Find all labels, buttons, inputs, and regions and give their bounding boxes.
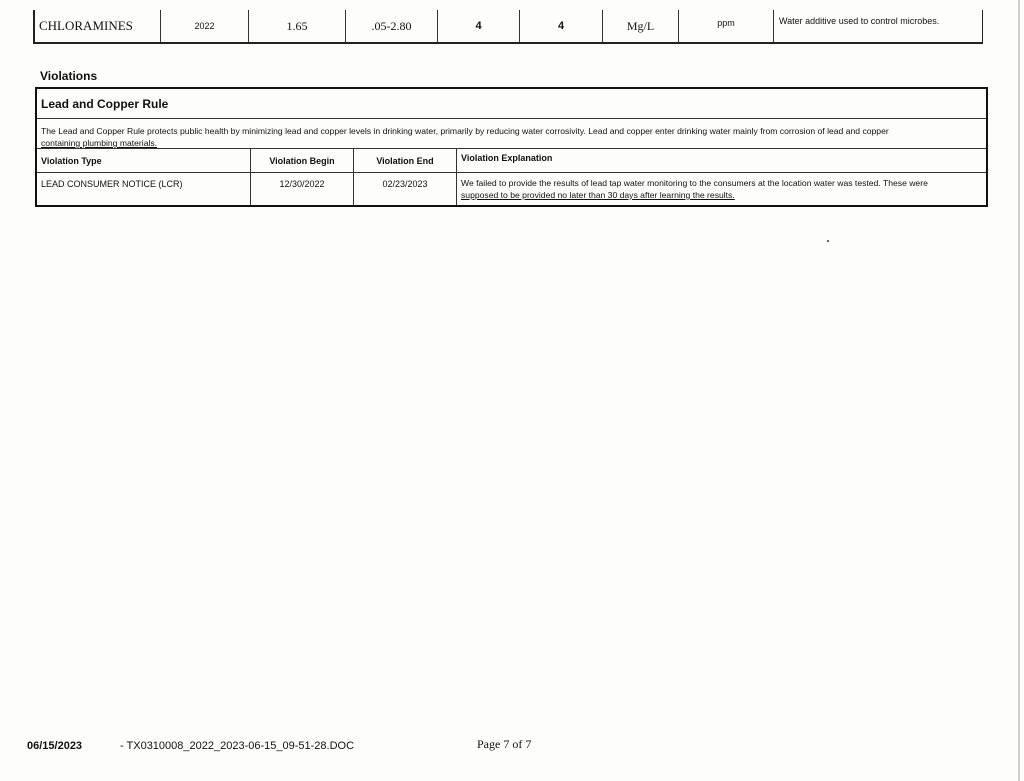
table-header-row — [37, 149, 986, 173]
table-row — [37, 173, 986, 205]
header-violation-begin: Violation Begin — [251, 149, 354, 172]
footer-filename: - TX0310008_2022_2023-06-15_09-51-28.DOC — [120, 740, 355, 752]
rule-description — [37, 119, 986, 149]
footer-page-number: Page 7 of 7 — [477, 737, 532, 751]
mrdlg-value: 4 — [520, 10, 603, 42]
explanation-line2: supposed to be provided no later than 30 days after learning the results. — [461, 190, 735, 200]
violation-type-cell: LEAD CONSUMER NOTICE (LCR) — [37, 173, 251, 205]
scan-speck — [827, 240, 829, 242]
mrdl-value: 4 — [438, 10, 520, 42]
chemical-row — [33, 10, 983, 44]
scan-edge — [1018, 0, 1020, 781]
rule-description-line1: The Lead and Copper Rule protects public health by minimizing lead and copper levels in drinking water, primarily by reducing water corrosivity. Lead and copper enter drinking water mainly from corrosion of lead and copper — [41, 126, 889, 136]
header-violation-end: Violation End — [354, 149, 457, 172]
explanation-line1: We failed to provide the results of lead tap water monitoring to the consumers at the location water was tested. These were — [461, 178, 928, 188]
units: Mg/L — [603, 10, 679, 42]
rule-description-line2: containing plumbing materials. — [41, 138, 158, 148]
sample-year: 2022 — [161, 10, 249, 42]
chemical-name: CHLORAMINES — [35, 10, 161, 42]
violations-heading: Violations — [40, 69, 98, 83]
footer-date: 06/15/2023 — [27, 740, 83, 752]
violation-explanation-cell — [457, 173, 986, 205]
header-violation-type: Violation Type — [37, 149, 251, 172]
violations-table — [35, 87, 988, 207]
level-range: .05-2.80 — [346, 10, 438, 42]
average-level: 1.65 — [249, 10, 346, 42]
header-violation-explanation: Violation Explanation — [461, 153, 553, 163]
source-description: Water additive used to control microbes. — [779, 16, 940, 26]
units-alt: ppm — [679, 10, 774, 42]
rule-title: Lead and Copper Rule — [37, 89, 986, 119]
violation-end-cell: 02/23/2023 — [354, 173, 457, 205]
violation-begin-cell: 12/30/2022 — [251, 173, 354, 205]
